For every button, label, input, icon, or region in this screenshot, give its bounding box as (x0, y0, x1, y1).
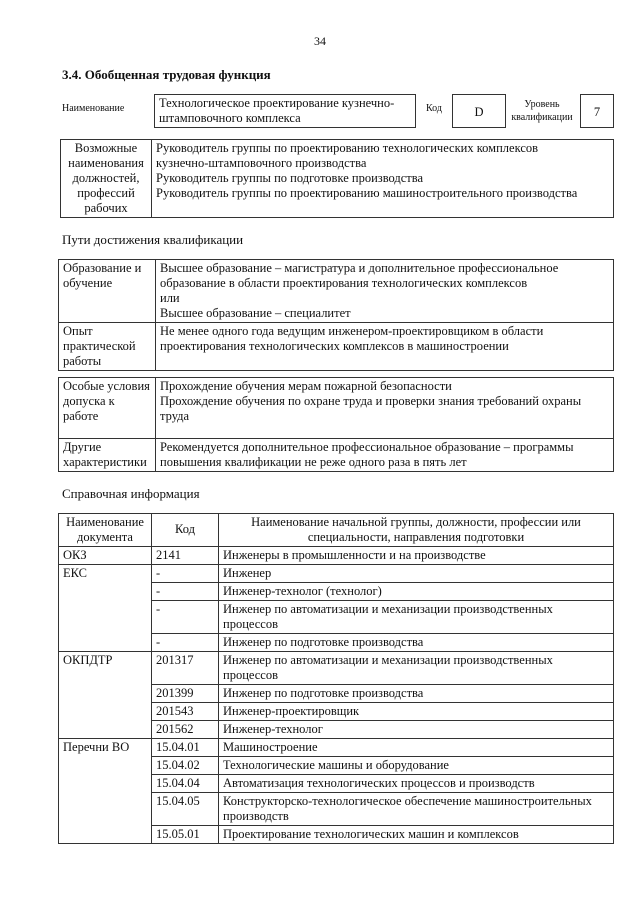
positions-line: Руководитель группы по проектированию технологических комплексов (156, 141, 539, 155)
ref-code-cell: 15.04.02 (152, 757, 219, 775)
ref-doc-cell: ОКПДТР (59, 652, 152, 739)
ref-header-doc: Наименование документа (59, 514, 152, 547)
other-characteristics-value (156, 439, 614, 472)
ref-name-cell: Инженер (219, 565, 614, 583)
name-value: Технологическое проектирование кузнечно-штамповочного комплекса (154, 94, 416, 128)
education-line: или (160, 291, 180, 305)
ref-name-cell: Автоматизация технологических процессов и производств (219, 775, 614, 793)
ref-name-cell: Конструкторско-технологическое обеспечение машиностроительных производств (219, 793, 614, 826)
ref-code-cell: 15.04.05 (152, 793, 219, 826)
ref-header-name: Наименование начальной группы, должности, профессии или специальности, направления подготовки (219, 514, 614, 547)
ref-name-cell: Технологические машины и оборудование (219, 757, 614, 775)
code-value: D (452, 94, 506, 128)
section-title: 3.4. Обобщенная трудовая функция (62, 67, 271, 82)
ref-doc-cell: Перечни ВО (59, 739, 152, 844)
condition-line: труда (160, 409, 190, 423)
characteristic-line: Рекомендуется дополнительное профессиональное образование – программы (160, 440, 574, 454)
ref-name-cell: Инженер по подготовке производства (219, 634, 614, 652)
ref-code-cell: - (152, 583, 219, 601)
characteristic-line: повышения квалификации не реже одного раза в пять лет (160, 455, 467, 469)
ref-code-cell: 2141 (152, 547, 219, 565)
ref-table-body (59, 547, 614, 844)
experience-line: проектирования технологических комплексов в машиностроении (160, 339, 509, 353)
conditions-table (58, 377, 614, 472)
special-conditions-value (156, 378, 614, 439)
ref-name-cell: Инженеры в промышленности и на производстве (219, 547, 614, 565)
positions-line: Руководитель группы по подготовке производства (156, 171, 424, 185)
education-line: образование в области проектирования технологических комплексов (160, 276, 528, 290)
ref-code-cell: 201317 (152, 652, 219, 685)
experience-value (156, 323, 614, 371)
ref-code-cell: 15.05.01 (152, 826, 219, 844)
education-value (156, 260, 614, 323)
ref-code-cell: - (152, 634, 219, 652)
level-label: Уровень квалификации (511, 99, 573, 123)
paths-table (58, 259, 614, 371)
table-row (59, 565, 614, 583)
ref-name-cell: Инженер-технолог (219, 721, 614, 739)
ref-name-cell: Инженер по автоматизации и механизации производственных процессов (219, 601, 614, 634)
other-characteristics-label: Другие характеристики (59, 439, 156, 472)
ref-code-cell: - (152, 601, 219, 634)
education-label: Образование и обучение (59, 260, 156, 323)
experience-label: Опыт практической работы (59, 323, 156, 371)
ref-name-cell: Инженер по подготовке производства (219, 685, 614, 703)
special-conditions-label: Особые условия допуска к работе (59, 378, 156, 439)
positions-line: кузнечно-штамповочного производства (156, 156, 367, 170)
ref-doc-cell: ОКЗ (59, 547, 152, 565)
table-row (59, 652, 614, 685)
name-label: Наименование (62, 103, 125, 114)
ref-table (58, 513, 614, 844)
education-line: Высшее образование – магистратура и дополнительное профессиональное (160, 261, 559, 275)
ref-name-cell: Инженер-проектировщик (219, 703, 614, 721)
code-label: Код (426, 103, 442, 114)
ref-code-cell: 15.04.01 (152, 739, 219, 757)
ref-name-cell: Проектирование технологических машин и комплексов (219, 826, 614, 844)
paths-title: Пути достижения квалификации (62, 232, 244, 247)
education-line: Высшее образование – специалитет (160, 306, 351, 320)
level-value: 7 (580, 94, 614, 128)
condition-line: Прохождение обучения по охране труда и проверки знания требований охраны (160, 394, 582, 408)
positions-line: Руководитель группы по проектированию машиностроительного производства (156, 186, 578, 200)
ref-header-code: Код (152, 514, 219, 547)
positions-list (152, 140, 614, 218)
ref-name-cell: Инженер по автоматизации и механизации производственных процессов (219, 652, 614, 685)
positions-label: Возможные наименования должностей, профессий рабочих (61, 140, 152, 218)
table-row (59, 547, 614, 565)
ref-code-cell: 201562 (152, 721, 219, 739)
ref-code-cell: 201543 (152, 703, 219, 721)
positions-table (60, 139, 614, 218)
ref-name-cell: Машиностроение (219, 739, 614, 757)
table-row (59, 739, 614, 757)
experience-line: Не менее одного года ведущим инженером-проектировщиком в области (160, 324, 544, 338)
ref-code-cell: 15.04.04 (152, 775, 219, 793)
condition-line: Прохождение обучения мерам пожарной безопасности (160, 379, 452, 393)
ref-name-cell: Инженер-технолог (технолог) (219, 583, 614, 601)
page-number: 34 (314, 34, 326, 48)
ref-doc-cell: ЕКС (59, 565, 152, 652)
ref-code-cell: - (152, 565, 219, 583)
ref-code-cell: 201399 (152, 685, 219, 703)
ref-title: Справочная информация (62, 486, 200, 501)
